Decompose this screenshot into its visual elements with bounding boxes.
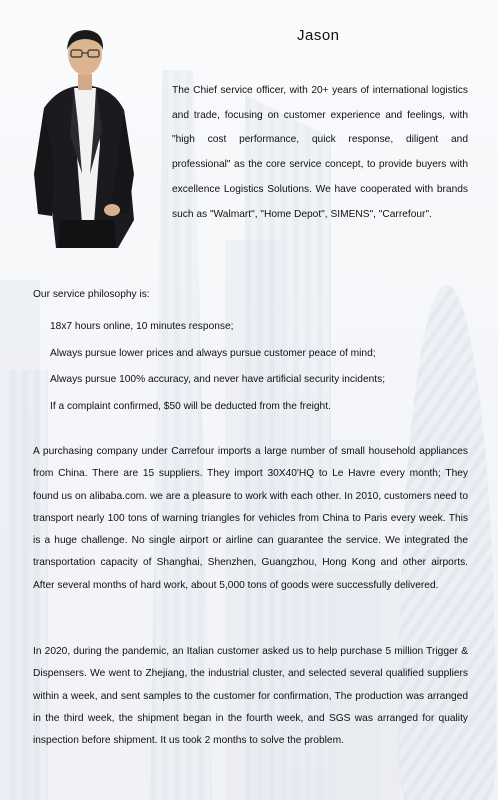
profile-photo [30, 24, 138, 248]
case-study-italian-customer: In 2020, during the pandemic, an Italian customer asked us to help purchase 5 million Trigger & Dispensers. We went to Zhejiang, the industrial cluster, and selected several qualified suppliers within a week, and sent samples to the customer for confirmation, The production was arranged in the third week, the shipment began in the fourth week, and SGS was arranged for quality inspection before shipment. It us took 2 months to solve the problem. [33, 646, 468, 747]
philosophy-title: Our service philosophy is: [33, 289, 150, 300]
list-item: 18x7 hours online, 10 minutes response; [50, 321, 234, 332]
profile-intro: The Chief service officer, with 20+ years of international logistics and trade, focusing on customer experience and feelings, with "high cost performance, quick response, diligent and professional" as the core service concept, to provide buyers with excellence Logistics Solutions. We have cooperated with brands such as "Walmart", "Home Depot", SIMENS", "Carrefour". [172, 85, 468, 220]
case-study-carrefour: A purchasing company under Carrefour imports a large number of small household appliances from China. There are 15 suppliers. They import 30X40'HQ to Le Havre every month; They found us on alibaba.com. we are a pleasure to work with each other. In 2010, customers need to transport nearly 100 tons of warning triangles for vehicles from China to Paris every week. This is a huge challenge. No single airport or airline can guarantee the service. We integrated the transportation capacity of Shanghai, Shenzhen, Guangzhou, Hong Kong and other airports. After several months of hard work, about 5,000 tons of goods were successfully delivered. [33, 446, 468, 591]
profile-name: Jason [297, 27, 340, 44]
list-item: Always pursue lower prices and always pursue customer peace of mind; [50, 347, 376, 359]
list-item: If a complaint confirmed, $50 will be deducted from the freight. [50, 400, 331, 412]
philosophy-list [50, 314, 385, 420]
list-item: Always pursue 100% accuracy, and never have artificial security incidents; [50, 374, 386, 385]
